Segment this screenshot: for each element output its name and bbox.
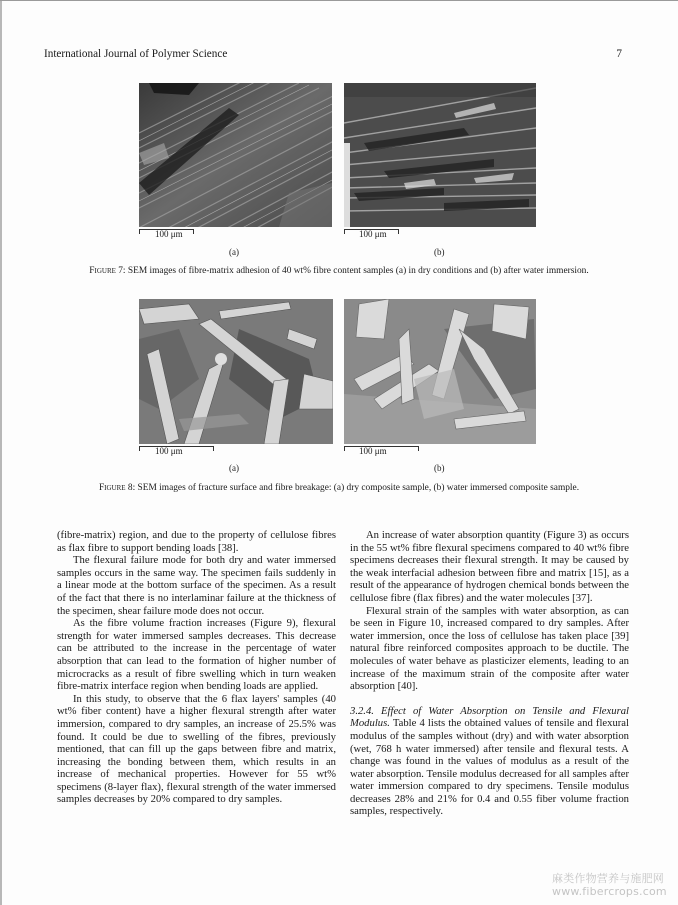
left-paragraph-2: The flexural failure mode for both dry and water immersed samples occurs in the same way. The specimen fails suddenly in a linear mode at the bottom surface of the specimen. As a result of the fact that there is no interlaminar failure at the thickness of the specimen, shear failure mode does not occur. xyxy=(57,555,336,617)
figure8-caption xyxy=(0,483,678,493)
watermark-line-2: www.fibercrops.com xyxy=(552,885,667,898)
figure7-caption-text: SEM images of fibre-matrix adhesion of 40 wt% fibre content samples (a) in dry conditions and (b) after water immersion. xyxy=(127,266,589,276)
figure8-scale-label-b: 100 μm xyxy=(359,446,387,456)
watermark xyxy=(552,872,667,898)
figure7-scale-label-a: 100 μm xyxy=(155,229,183,239)
figure7-image-a xyxy=(139,83,332,227)
right-column xyxy=(350,530,629,819)
right-paragraph-3: Table 4 lists the obtained values of tensile and flexural modulus of the samples without (dry) and with water absorption (wet, 768 h water immersed) after tensile and flexural tests. A change was found in the values of modulus as a result of the water absorption. Tensile modulus decreased for all samples after water immersion compared to dry specimens. Tensile modulus decreases 28% and 21% for 0.4 and 0.55 fiber volume fraction samples, respectively. xyxy=(350,718,629,818)
figure8-image-b xyxy=(344,299,536,444)
figure7-caption xyxy=(0,266,678,276)
figure8-panel-label-b: (b) xyxy=(434,463,445,473)
journal-title: International Journal of Polymer Science xyxy=(44,48,228,60)
figure7-scale-label-b: 100 μm xyxy=(359,229,387,239)
figure8-caption-prefix: Figure 8: xyxy=(98,483,136,493)
page-left-edge xyxy=(0,0,2,905)
figure7-image-b xyxy=(344,83,536,227)
left-paragraph-4: In this study, to observe that the 6 flax layers' samples (40 wt% fiber content) have a higher flexural strength after water immersion, compared to dry samples, an increase of 25.5% was found. It could be due to swelling of the fibres, previously mentioned, that can fill up the gaps between fibre and matrix, increasing the bonding between them, which results in an increase of mechanical properties. However for 55 wt% specimens (8-layer flax), flexural strength of the water immersed samples decreases by 20% compared to dry samples. xyxy=(57,693,336,806)
right-paragraph-2: Flexural strain of the samples with water absorption, as can be seen in Figure 10, increased compared to dry samples. After water immersion, once the loss of cellulose has taken place [39] natural fibre reinforced composites approach to be ductile. The molecules of water behave as plasticizer elements, leading to an increase of the maximum strain of the composite after water absorption [40]. xyxy=(350,605,629,693)
sem-swollen-fibres-icon xyxy=(344,83,536,227)
figure7-caption-prefix: Figure 7: xyxy=(89,266,126,276)
left-paragraph-3: As the fibre volume fraction increases (Figure 9), flexural strength for water immersed samples decreases. This decrease can be attributed to the increase in the percentage of water absorption that can lead to the formation of higher number of microcracks as a result of fibre swelling which in turn weaken fibre-matrix interface region when bending loads are applied. xyxy=(57,618,336,693)
page-top-edge xyxy=(0,0,678,1)
figure8-image-a xyxy=(139,299,333,444)
left-column xyxy=(57,530,336,807)
figure8-caption-text: SEM images of fracture surface and fibre breakage: (a) dry composite sample, (b) water immersed composite sample. xyxy=(137,483,580,493)
figure7-panel-label-a: (a) xyxy=(229,247,239,257)
sem-fibre-breakage-dry-icon xyxy=(139,299,333,444)
section-heading: 3.2.4. Effect of Water Absorption on Tensile and Flexural Modulus. xyxy=(350,705,629,730)
page-number: 7 xyxy=(616,48,622,60)
left-paragraph-1: (fibre-matrix) region, and due to the property of cellulose fibres as flax fibre to support bending loads [38]. xyxy=(57,530,336,554)
watermark-line-1: 麻类作物营养与施肥网 xyxy=(552,872,664,885)
right-paragraph-1: An increase of water absorption quantity (Figure 3) as occurs in the 55 wt% fibre flexural specimens compared to 40 wt% fibre specimens decreases their flexural strength. It may be caused by the weak interfacial adhesion between fibre and matrix [15], as a result of the appearance of hydrogen chemical bonds between the cellulose fibre (flax fibres) and the water molecules [37]. xyxy=(350,530,629,604)
figure7-panel-label-b: (b) xyxy=(434,247,445,257)
figure8-panel-label-a: (a) xyxy=(229,463,239,473)
sem-fibre-breakage-wet-icon xyxy=(344,299,536,444)
sem-aligned-fibres-icon xyxy=(139,83,332,227)
figure8-scale-label-a: 100 μm xyxy=(155,446,183,456)
section-3-2-4 xyxy=(350,706,629,819)
running-header xyxy=(44,48,622,60)
